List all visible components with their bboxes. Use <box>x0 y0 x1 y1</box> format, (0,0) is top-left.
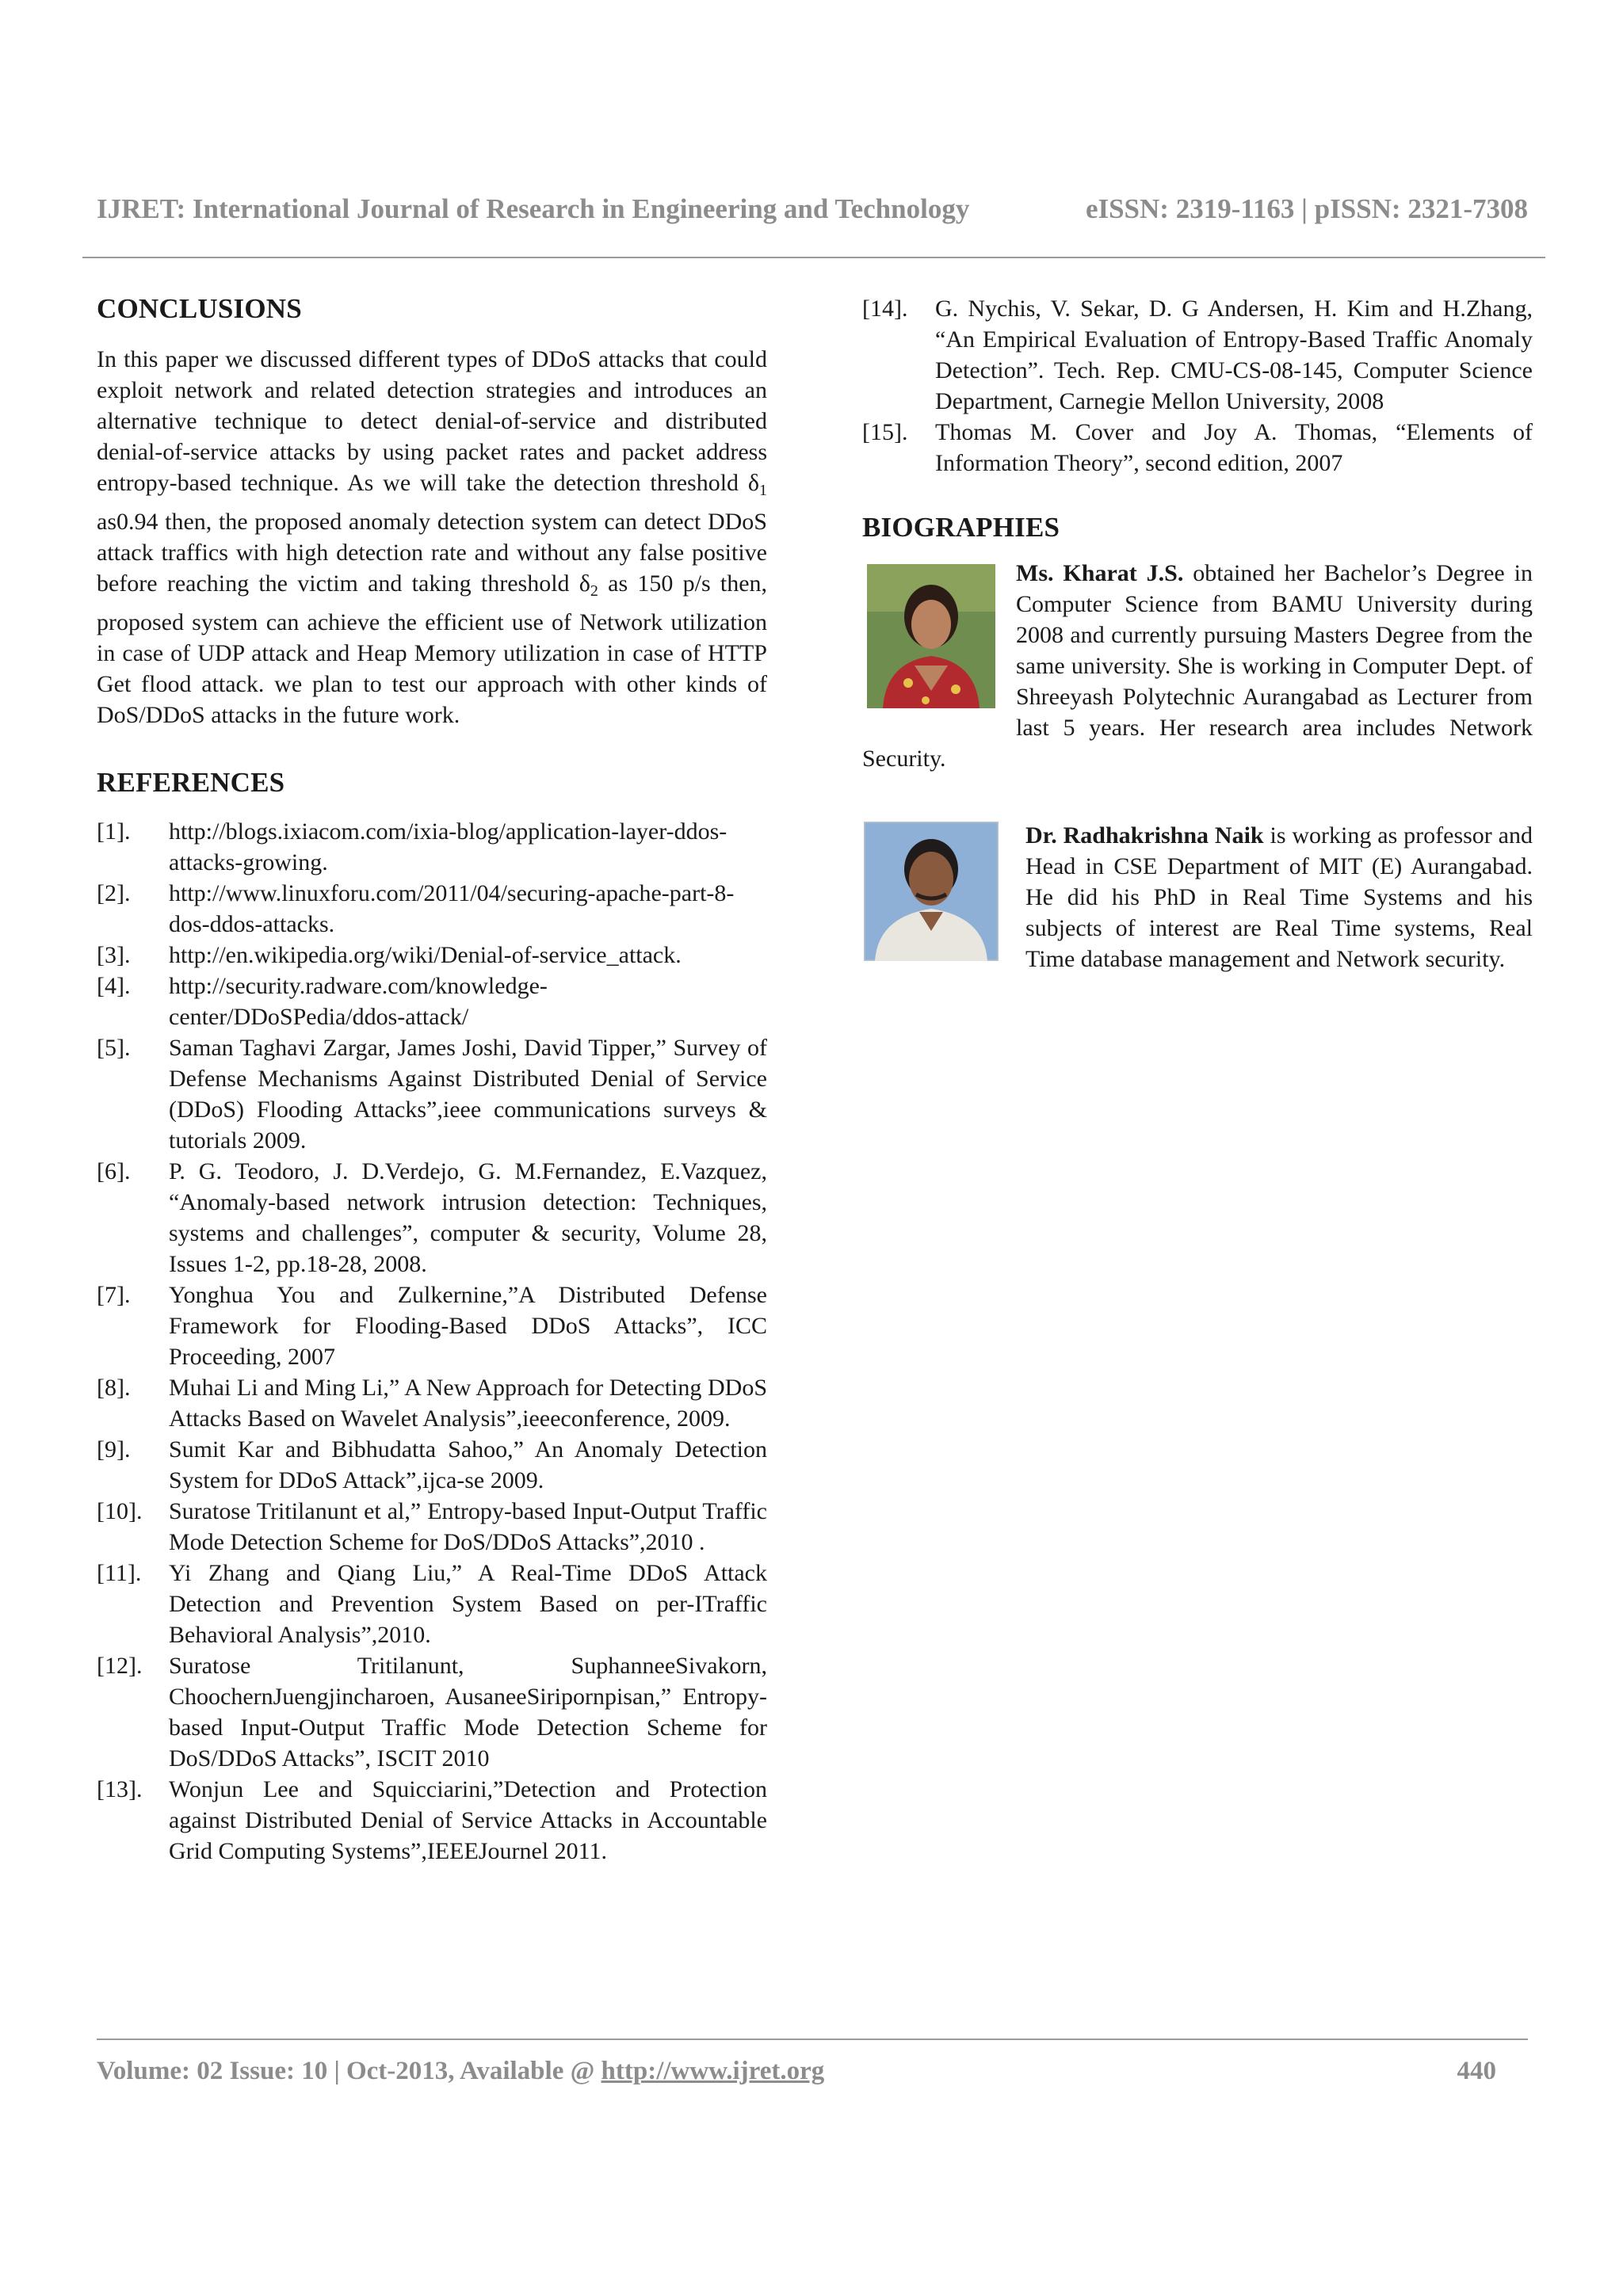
left-column <box>97 293 767 1867</box>
reference-number: [2]. <box>97 880 131 906</box>
reference-text: Thomas M. Cover and Joy A. Thomas, “Elements of Information Theory”, second edition, 2007 <box>935 419 1533 476</box>
reference-number: [4]. <box>97 973 131 999</box>
conclusions-text-2: as0.94 then, the proposed anomaly detection system can detect DDoS attack traffics with high detection rate and without any false positive before reaching the victim and taking threshold <box>97 509 767 597</box>
reference-item <box>97 1156 767 1280</box>
delta-1-subscript: 1 <box>759 482 767 499</box>
delta-2-subscript: 2 <box>590 582 598 600</box>
reference-number: [3]. <box>97 942 131 968</box>
reference-text: G. Nychis, V. Sekar, D. G Andersen, H. Kim and H.Zhang, “An Empirical Evaluation of Entropy-Based Traffic Anomaly Detection”. Tech. Rep. CMU-CS-08-145, Computer Science Department, Carnegie Mellon University, 2008 <box>935 296 1533 414</box>
reference-number: [9]. <box>97 1436 131 1463</box>
reference-text: Sumit Kar and Bibhudatta Sahoo,” An Anomaly Detection System for DDoS Attack”,ijca-se 2009. <box>169 1436 767 1493</box>
conclusions-paragraph <box>97 344 767 730</box>
reference-text: http://blogs.ixiacom.com/ixia-blog/application-layer-ddos-attacks-growing. <box>169 818 727 875</box>
biography-naik <box>862 820 1533 974</box>
author-name-naik: Dr. Radhakrishna Naik <box>1025 822 1264 849</box>
header-rule <box>82 257 1545 258</box>
reference-item <box>97 1032 767 1156</box>
reference-item <box>862 293 1533 417</box>
references-list-right <box>862 293 1533 479</box>
reference-number: [5]. <box>97 1035 131 1061</box>
references-heading: REFERENCES <box>97 767 285 798</box>
reference-number: [1]. <box>97 818 131 845</box>
reference-number: [12]. <box>97 1653 143 1679</box>
author-bio-naik: is working as professor and Head in CSE Department of MIT (E) Aurangabad. He did his PhD in Real Time Systems and his subjects of interest are Real Time systems, Real Time database management and Network security. <box>1025 822 1533 972</box>
volume-issue-text: Volume: 02 Issue: 10 | Oct-2013, Available @ <box>97 2057 601 2085</box>
author-photo-naik <box>864 822 999 961</box>
running-header <box>97 193 1528 225</box>
reference-text: http://en.wikipedia.org/wiki/Denial-of-service_attack. <box>169 942 682 968</box>
reference-item <box>97 1434 767 1496</box>
reference-number: [8]. <box>97 1375 131 1401</box>
reference-number: [6]. <box>97 1158 131 1184</box>
reference-item <box>97 816 767 878</box>
reference-text: Suratose Tritilanunt, SuphanneeSivakorn, ChoochernJuengjincharoen, AusaneeSiripornpisan,” Entropy-based Input-Output Traffic Mode Detection Scheme for DoS/DDoS Attacks”, ISCIT 2010 <box>169 1653 767 1772</box>
reference-text: P. G. Teodoro, J. D.Verdejo, G. M.Fernandez, E.Vazquez, “Anomaly-based network intrusion detection: Techniques, systems and challenges”, computer & security, Volume 28, Issues 1-2, pp.18-28, 2008. <box>169 1158 767 1277</box>
reference-number: [11]. <box>97 1560 142 1586</box>
reference-item <box>97 1496 767 1558</box>
conclusions-text-3: as 150 p/s then, proposed system can achieve the efficient use of Network utilization in case of UDP attack and Heap Memory utilization in case of HTTP Get flood attack. we plan to test our approach with other kinds of DoS/DDoS attacks in the future work. <box>97 570 768 728</box>
delta-1-symbol: δ <box>747 470 759 496</box>
reference-item <box>97 1774 767 1867</box>
reference-item <box>97 1372 767 1434</box>
references-list-left <box>97 816 767 1867</box>
biographies-heading: BIOGRAPHIES <box>862 512 1060 543</box>
reference-number: [15]. <box>862 419 908 445</box>
delta-2-symbol: δ <box>579 570 590 597</box>
footer-rule <box>97 2039 1528 2040</box>
reference-item <box>97 1650 767 1774</box>
reference-item <box>97 940 767 971</box>
author-bio-kharat: obtained her Bachelor’s Degree in Computer Science from BAMU University during 2008 and currently pursuing Masters Degree from the same university. She is working in Computer Dept. of Shreeyash Polytechnic Aurangabad as Lecturer from last 5 years. Her research area includes Network Security. <box>862 560 1533 772</box>
right-column <box>862 293 1533 974</box>
reference-item <box>97 971 767 1032</box>
reference-text: Saman Taghavi Zargar, James Joshi, David Tipper,” Survey of Defense Mechanisms Against Distributed Denial of Service (DDoS) Flooding Attacks”,ieee communications surveys & tutorials 2009. <box>169 1035 767 1154</box>
reference-text: Muhai Li and Ming Li,” A New Approach for Detecting DDoS Attacks Based on Wavelet Analysis”,ieeeconference, 2009. <box>169 1375 767 1432</box>
reference-text: Suratose Tritilanunt et al,” Entropy-based Input-Output Traffic Mode Detection Scheme for DoS/DDoS Attacks”,2010 . <box>169 1498 767 1555</box>
reference-number: [13]. <box>97 1776 143 1802</box>
reference-item <box>862 417 1533 479</box>
reference-text: http://www.linuxforu.com/2011/04/securing-apache-part-8-dos-ddos-attacks. <box>169 880 735 937</box>
reference-number: [10]. <box>97 1498 143 1524</box>
reference-number: [14]. <box>862 296 908 322</box>
reference-item <box>97 1280 767 1372</box>
reference-item <box>97 878 767 940</box>
reference-text: Wonjun Lee and Squicciarini,”Detection and Protection against Distributed Denial of Service Attacks in Accountable Grid Computing Systems”,IEEEJournel 2011. <box>169 1776 767 1864</box>
running-footer <box>97 2057 1496 2086</box>
portrait-photo-icon <box>867 564 995 708</box>
reference-item <box>97 1558 767 1650</box>
portrait-photo-icon <box>864 822 999 961</box>
author-name-kharat: Ms. Kharat J.S. <box>1016 560 1184 586</box>
reference-number: [7]. <box>97 1282 131 1308</box>
reference-text: Yonghua You and Zulkernine,”A Distributed Defense Framework for Flooding-Based DDoS Attacks”, ICC Proceeding, 2007 <box>169 1282 767 1370</box>
journal-title: IJRET: International Journal of Research in Engineering and Technology <box>97 193 970 224</box>
journal-link[interactable]: http://www.ijret.org <box>601 2057 825 2085</box>
issn-info: eISSN: 2319-1163 | pISSN: 2321-7308 <box>1085 193 1528 224</box>
volume-info <box>97 2057 824 2086</box>
author-photo-kharat <box>867 564 995 708</box>
conclusions-text-1: In this paper we discussed different types of DDoS attacks that could exploit network and related detection strategies and introduces an alternative technique to detect denial-of-service and distributed denial-of-service attacks by using packet rates and packet address entropy-based technique. As we will take the detection threshold <box>97 346 767 496</box>
biography-kharat <box>862 558 1533 774</box>
reference-text: http://security.radware.com/knowledge-center/DDoSPedia/ddos-attack/ <box>169 973 548 1030</box>
conclusions-heading: CONCLUSIONS <box>97 293 302 324</box>
page-number: 440 <box>1457 2057 1496 2085</box>
reference-text: Yi Zhang and Qiang Liu,” A Real-Time DDoS Attack Detection and Prevention System Based on per-ITraffic Behavioral Analysis”,2010. <box>169 1560 767 1648</box>
